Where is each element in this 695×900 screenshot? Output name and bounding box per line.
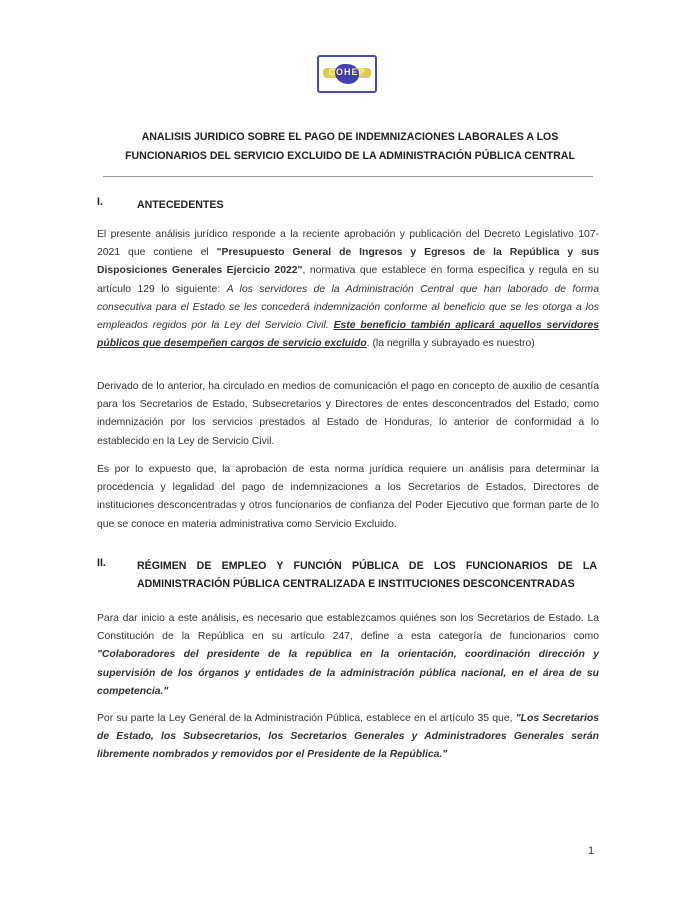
title-divider	[103, 176, 593, 177]
title-line-2: FUNCIONARIOS DEL SERVICIO EXCLUIDO DE LA ADMINISTRACIÓN PÚBLICA CENTRAL	[125, 150, 575, 162]
logo-emblem-icon: COHEP	[323, 62, 371, 86]
organization-logo	[317, 55, 377, 93]
paragraph-antecedentes-3: Es por lo expuesto que, la aprobación de esta norma jurídica requiere un análisis para determinar la procedencia y legalidad del pago de indemnizaciones a los Secretarios de Estados, Directores de instituciones desconcentradas y otros funcionarios de confianza del Poder Ejecutivo que forman parte de lo que se conoce en materia administrativa como Servicio Excluido.	[97, 464, 599, 530]
page-number: 1	[588, 845, 595, 857]
section-number: I.	[97, 196, 103, 208]
paragraph-regimen-2: Por su parte la Ley General de la Administración Pública, establece en el artículo 35 que, "Los Secretarios de Estado, los Subsecretarios, los Secretarios Generales y Administradores Generales serán libremente nombrados y removidos por el Presidente de la República."	[97, 713, 599, 761]
section-number: II.	[97, 557, 106, 569]
paragraph-regimen-1: Para dar inicio a este análisis, es necesario que establezcamos quiénes son los Secretarios de Estado. La Constitución de la República en su artículo 247, define a esta categoría de funcionarios como "Colaboradores del presidente de la república en la orientación, coordinación dirección y supervisión de los órganos y entidades de la administración pública nacional, en el área de su competencia."	[97, 613, 599, 697]
section-title: ANTECEDENTES	[137, 199, 224, 211]
section-title: RÉGIMEN DE EMPLEO Y FUNCIÓN PÚBLICA DE LOS FUNCIONARIOS DE LA ADMINISTRACIÓN PÚBLICA CENTRALIZADA E INSTITUCIONES DESCONCENTRADAS	[137, 560, 597, 590]
paragraph-antecedentes-1: El presente análisis jurídico responde a la reciente aprobación y publicación del Decreto Legislativo 107-2021 que contiene el "Presupuesto General de Ingresos y Egresos de la República y sus Disposiciones Generales Ejercicio 2022", normativa que establece en forma específica y regula en su artículo 129 lo siguiente: A los servidores de la Administración Central que han laborado de forma consecutiva para el Estado se les concederá indemnización conforme al beneficio que se les otorga a los empleados regidos por la Ley del Servicio Civil. Este beneficio también aplicará aquellos servidores públicos que desempeñen cargos de servicio excluido. (la negrilla y subrayado es nuestro)	[97, 229, 600, 350]
title-line-1: ANALISIS JURIDICO SOBRE EL PAGO DE INDEMNIZACIONES LABORALES A LOS	[141, 131, 559, 143]
paragraph-antecedentes-2: Derivado de lo anterior, ha circulado en medios de comunicación el pago en concepto de auxilio de cesantía para los Secretarios de Estado, Subsecretarios y Directores de entes desconcentrados del Estado, como indemnización por los servicios prestados al Estado de Honduras, lo anterior de conformidad a lo establecido en la Ley de Servicio Civil.	[97, 381, 599, 447]
document-title	[95, 128, 605, 166]
